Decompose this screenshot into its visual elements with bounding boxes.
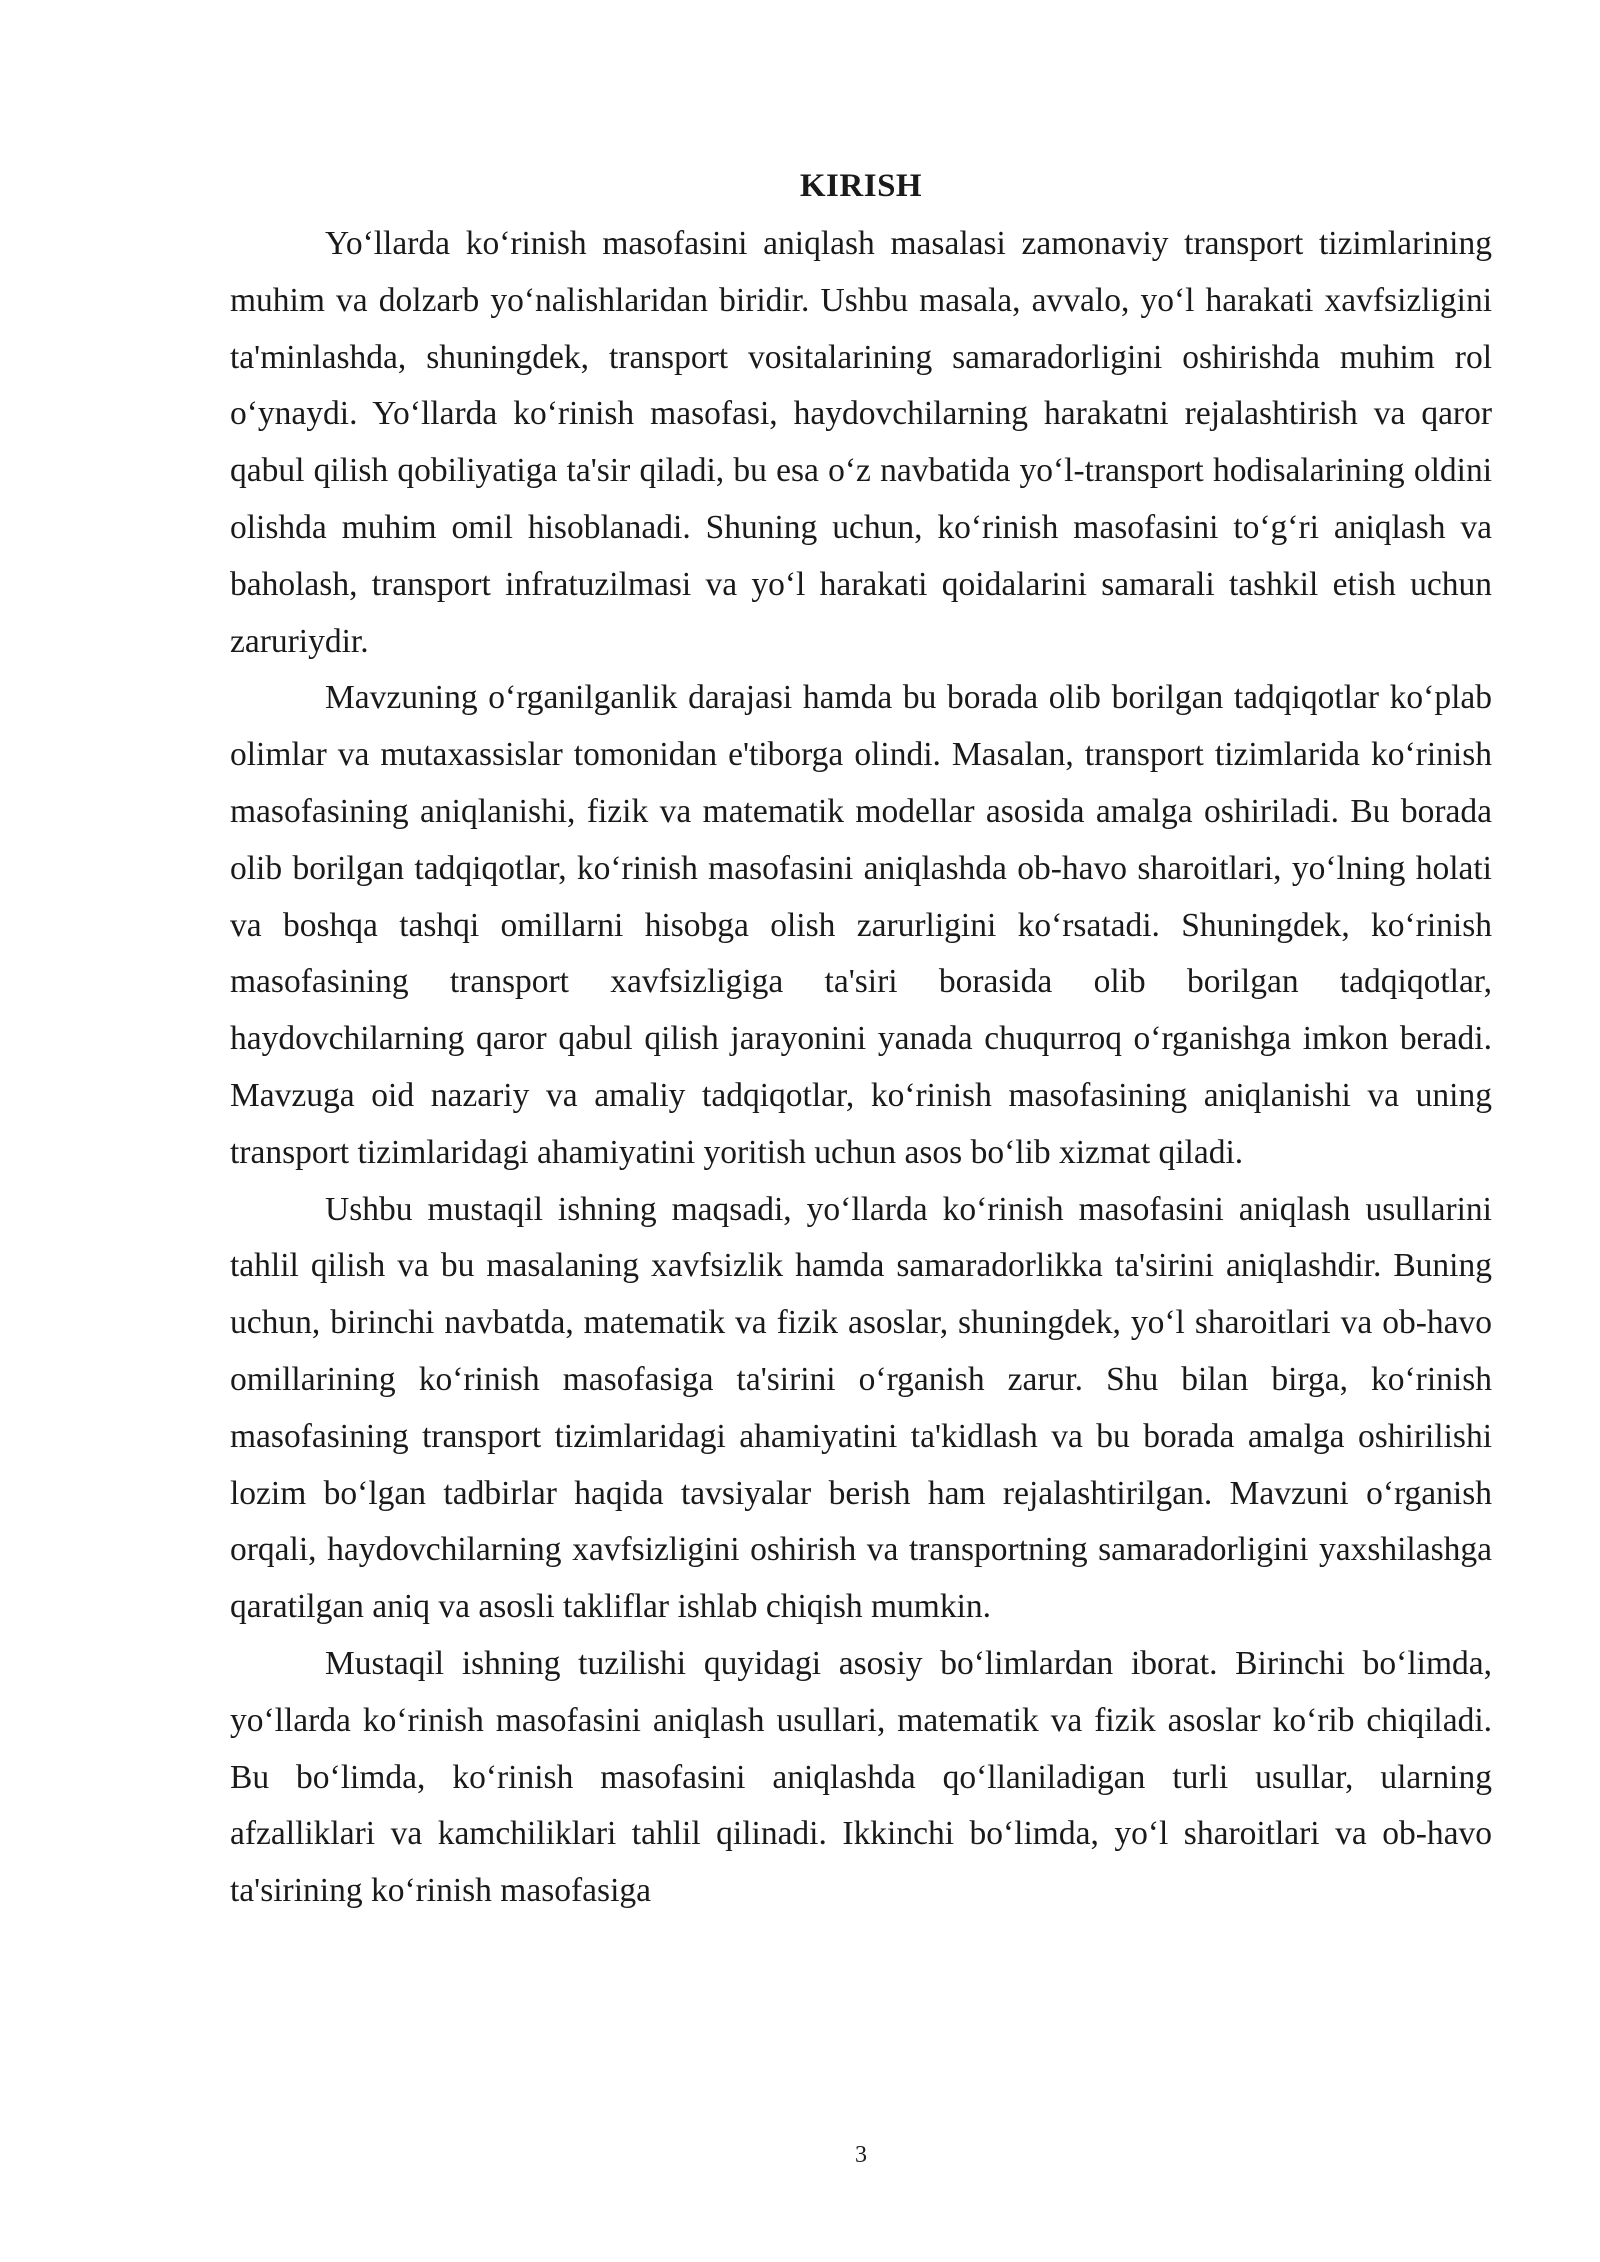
page-number: 3	[855, 2142, 867, 2168]
paragraph-1: Yo‘llarda ko‘rinish masofasini aniqlash masalasi zamonaviy transport tizimlarining muhim va dolzarb yo‘nalishlaridan biridir. Ushbu masala, avvalo, yo‘l harakati xavfsizligini ta'minlashda, shuningdek, transport vositalarining samaradorligini oshirishda muhim rol o‘ynaydi. Yo‘llarda ko‘rinish masofasi, haydovchilarning harakatni rejalashtirish va qaror qabul qilish qobiliyatiga ta'sir qiladi, bu esa o‘z navbatida yo‘l-transport hodisalarining oldini olishda muhim omil hisoblanadi. Shuning uchun, ko‘rinish masofasini to‘g‘ri aniqlash va baholash, transport infratuzilmasi va yo‘l harakati qoidalarini samarali tashkil etish uchun zaruriydir.	[230, 225, 1492, 660]
page-content	[230, 162, 1492, 1920]
paragraph-3: Ushbu mustaqil ishning maqsadi, yo‘llarda ko‘rinish masofasini aniqlash usullarini tahlil qilish va bu masalaning xavfsizlik hamda samaradorlikka ta'sirini aniqlashdir. Buning uchun, birinchi navbatda, matematik va fizik asoslar, shuningdek, yo‘l sharoitlari va ob-havo omillarining ko‘rinish masofasiga ta'sirini o‘rganish zarur. Shu bilan birga, ko‘rinish masofasining transport tizimlaridagi ahamiyatini ta'kidlash va bu borada amalga oshirilishi lozim bo‘lgan tadbirlar haqida tavsiyalar berish ham rejalashtirilgan. Mavzuni o‘rganish orqali, haydovchilarning xavfsizligini oshirish va transportning samaradorligini yaxshilashga qaratilgan aniq va asosli takliflar ishlab chiqish mumkin.	[230, 1190, 1492, 1626]
paragraph-2: Mavzuning o‘rganilganlik darajasi hamda bu borada olib borilgan tadqiqotlar ko‘plab olimlar va mutaxassislar tomonidan e'tiborga olindi. Masalan, transport tizimlarida ko‘rinish masofasining aniqlanishi, fizik va matematik modellar asosida amalga oshiriladi. Bu borada olib borilgan tadqiqotlar, ko‘rinish masofasini aniqlashda ob-havo sharoitlari, yo‘lning holati va boshqa tashqi omillarni hisobga olish zarurligini ko‘rsatadi. Shuningdek, ko‘rinish masofasining transport xavfsizligiga ta'siri borasida olib borilgan tadqiqotlar, haydovchilarning qaror qabul qilish jarayonini yanada chuqurroq o‘rganishga imkon beradi. Mavzuga oid nazariy va amaliy tadqiqotlar, ko‘rinish masofasining aniqlanishi va uning transport tizimlaridagi ahamiyatini yoritish uchun asos bo‘lib xizmat qiladi.	[230, 679, 1492, 1171]
section-title: KIRISH	[799, 168, 923, 204]
paragraph-4: Mustaqil ishning tuzilishi quyidagi asosiy bo‘limlardan iborat. Birinchi bo‘limda, yo‘llarda ko‘rinish masofasini aniqlash usullari, matematik va fizik asoslar ko‘rib chiqiladi. Bu bo‘limda, ko‘rinish masofasini aniqlashda qo‘llaniladigan turli usullar, ularning afzalliklari va kamchiliklari tahlil qilinadi. Ikkinchi bo‘limda, yo‘l sharoitlari va ob-havo ta'sirining ko‘rinish masofasiga	[230, 1644, 1492, 1910]
